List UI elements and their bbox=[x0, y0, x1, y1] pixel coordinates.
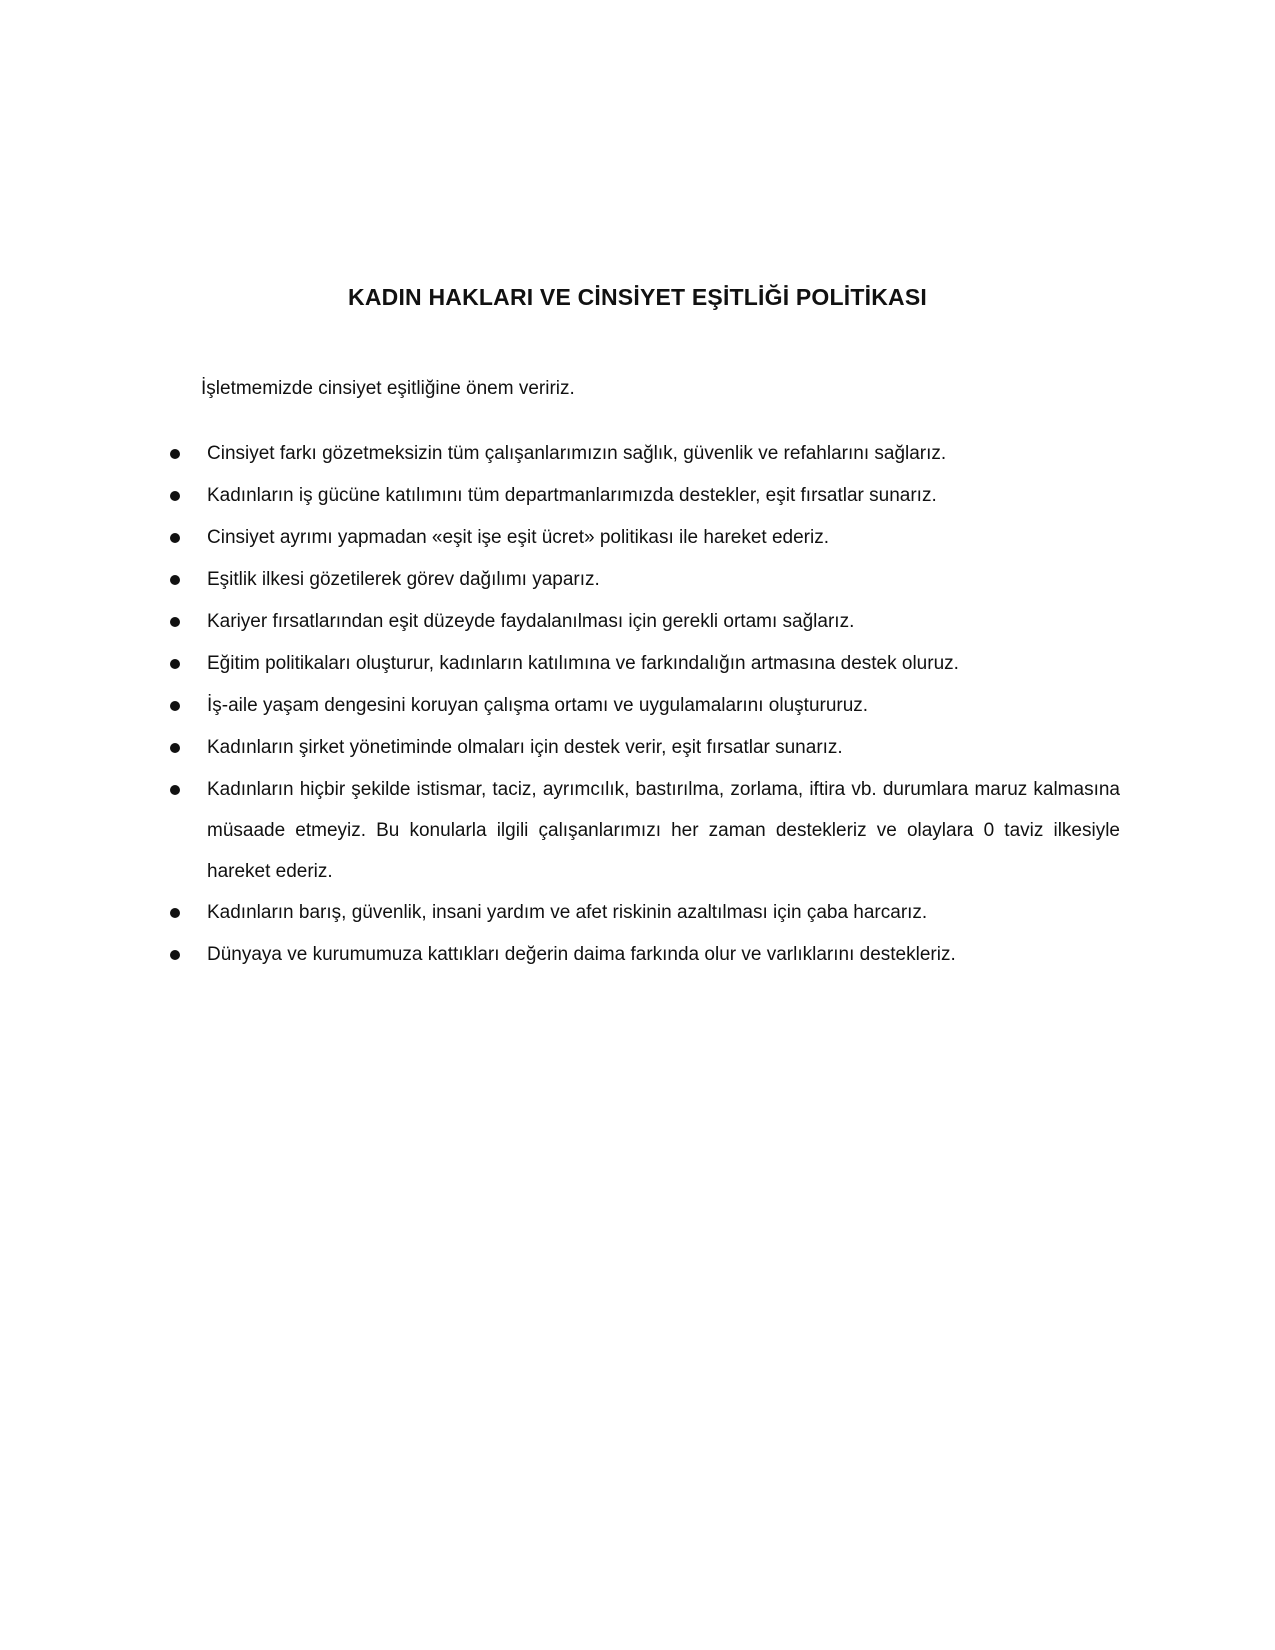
list-item-text: Kadınların şirket yönetiminde olmaları için destek verir, eşit fırsatlar sunarız. bbox=[207, 737, 843, 758]
list-item-text: Kadınların barış, güvenlik, insani yardım ve afet riskinin azaltılması için çaba harcarız. bbox=[207, 902, 928, 923]
bullet-icon bbox=[170, 617, 180, 627]
bullet-icon bbox=[170, 533, 180, 543]
list-item-text: İş-aile yaşam dengesini koruyan çalışma ortamı ve uygulamalarını oluştururuz. bbox=[207, 695, 869, 716]
list-item bbox=[0, 934, 1120, 976]
bullet-icon bbox=[170, 491, 180, 501]
list-item-text: Dünyaya ve kurumumuza kattıkları değerin daima farkında olur ve varlıklarını destekleriz. bbox=[207, 944, 956, 965]
bullet-icon bbox=[170, 950, 180, 960]
list-item bbox=[0, 601, 1120, 643]
list-item-text: Eşitlik ilkesi gözetilerek görev dağılımı yaparız. bbox=[207, 569, 600, 590]
list-item bbox=[0, 517, 1120, 559]
intro-paragraph: İşletmemizde cinsiyet eşitliğine önem veririz. bbox=[201, 378, 575, 399]
bullet-icon bbox=[170, 908, 180, 918]
list-item-text: Eğitim politikaları oluşturur, kadınların katılımına ve farkındalığın artmasına destek oluruz. bbox=[207, 653, 959, 674]
list-item-text: Kadınların iş gücüne katılımını tüm departmanlarımızda destekler, eşit fırsatlar sunarız. bbox=[207, 485, 937, 506]
bullet-icon bbox=[170, 449, 180, 459]
list-item bbox=[0, 559, 1120, 601]
list-item-text: Cinsiyet ayrımı yapmadan «eşit işe eşit ücret» politikası ile hareket ederiz. bbox=[207, 527, 829, 548]
list-item bbox=[0, 433, 1120, 475]
document-title: KADIN HAKLARI VE CİNSİYET EŞİTLİĞİ POLİTİKASI bbox=[348, 284, 927, 310]
list-item bbox=[0, 727, 1120, 769]
list-item bbox=[0, 892, 1120, 934]
bullet-icon bbox=[170, 701, 180, 711]
bullet-icon bbox=[170, 785, 180, 795]
list-item bbox=[0, 685, 1120, 727]
list-item bbox=[0, 643, 1120, 685]
list-item bbox=[0, 475, 1120, 517]
policy-list bbox=[0, 433, 1275, 976]
list-item-text: Kadınların hiçbir şekilde istismar, taciz, ayrımcılık, bastırılma, zorlama, iftira vb. durumlara maruz kalmasına müsaade etmeyiz. Bu konularla ilgili çalışanlarımızı her zaman destekleriz ve olaylara 0 taviz ilkesiyle hareket ederiz. bbox=[207, 779, 1120, 882]
list-item-text: Kariyer fırsatlarından eşit düzeyde faydalanılması için gerekli ortamı sağlarız. bbox=[207, 611, 855, 632]
list-item bbox=[0, 769, 1120, 892]
list-item-text: Cinsiyet farkı gözetmeksizin tüm çalışanlarımızın sağlık, güvenlik ve refahlarını sağlarız. bbox=[207, 443, 947, 464]
bullet-icon bbox=[170, 575, 180, 585]
bullet-icon bbox=[170, 743, 180, 753]
bullet-icon bbox=[170, 659, 180, 669]
